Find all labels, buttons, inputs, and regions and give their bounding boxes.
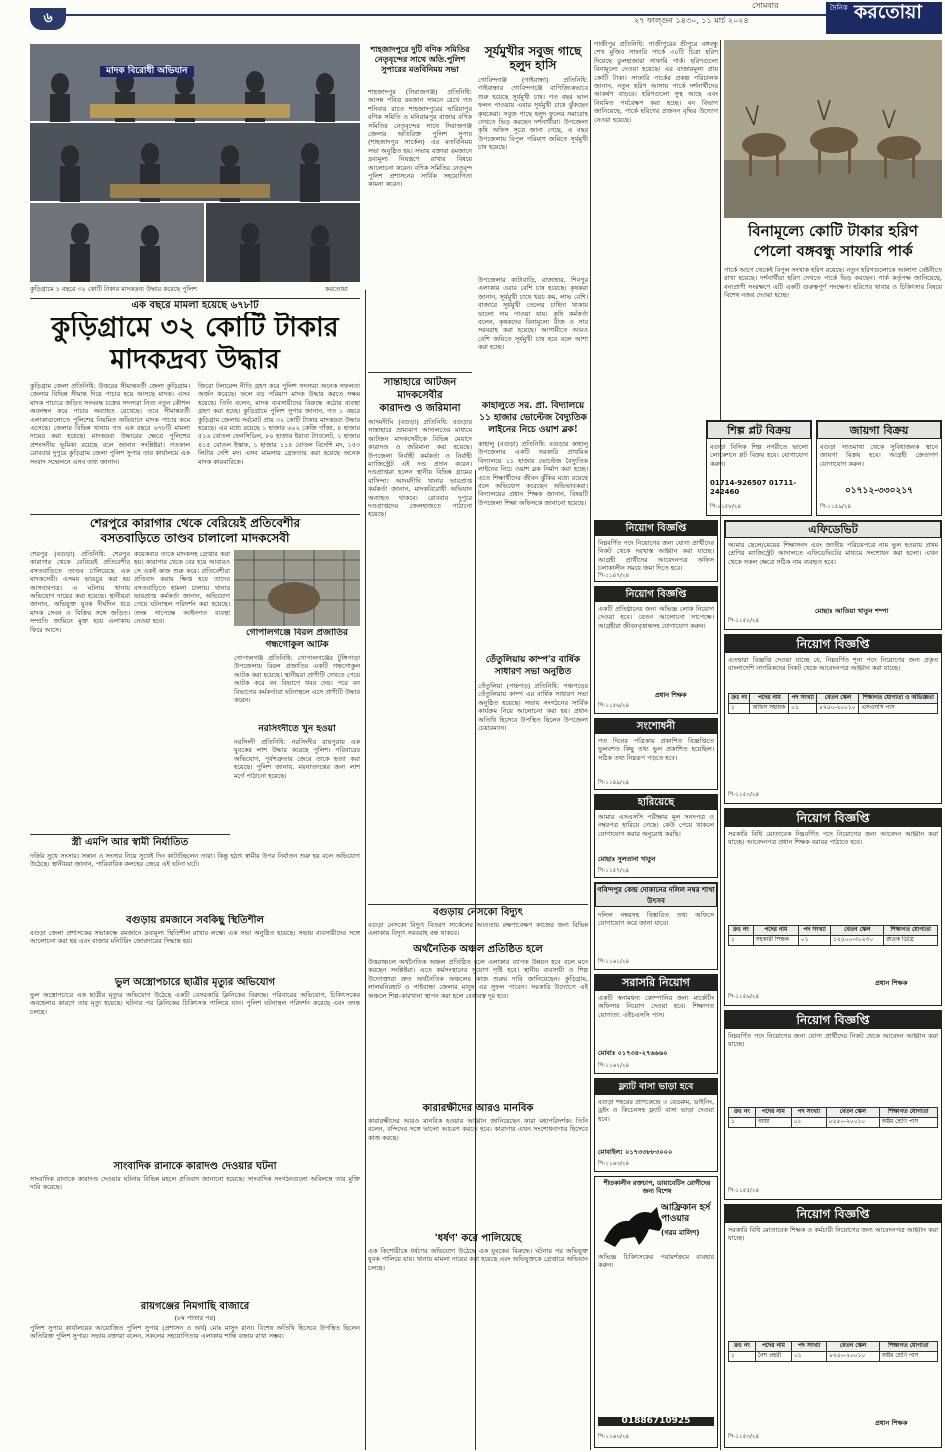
table-cell: সহকারী শিক্ষক [753, 936, 798, 946]
page-number: ৬ [43, 10, 53, 26]
table-header-row [729, 694, 938, 704]
lead-photo-caption: কুড়িগ্রামে ১ বছরে ৩২ কোটি টাকার মাদকদ্রব্য উদ্ধার করেছে পুলিশ [30, 285, 197, 293]
masthead-paper-small: দৈনিক [830, 4, 848, 12]
ad-correction-body: গত দিনের পত্রিকায় প্রকাশিত বিজ্ঞপ্তিতে ভুলবশত কিছু তথ্য ভুল প্রকাশিত হয়েছিল। সঠিক তথ্য নিম্নরূপ পড়তে হবে। [598, 737, 714, 762]
table-header: পদের নাম [750, 694, 789, 704]
ad-appointment-4-title: নিয়োগ বিজ্ঞপ্তি [725, 809, 941, 827]
ad-gobindpur [594, 882, 718, 970]
ad-appointment-6-body: সরকারি বিধি মোতাবেক শিক্ষক ও কর্মচারী নিয়োগের জন্য আবেদনপত্র আহ্বান করা যাচ্ছে। [728, 1226, 938, 1243]
ad-shilpa-phone: 01714-926507 01711-242460 [710, 479, 797, 496]
masthead-paper-name: করতোয়া [854, 1, 922, 23]
ad-flat-ref: পি-১১৬৩/২৪ [598, 1161, 630, 1167]
lead-headline-line1: কুড়িগ্রামে ৩২ কোটি টাকার [51, 312, 339, 343]
story-rule [30, 834, 230, 835]
table-header: শিক্ষাগত যোগ্যতা ও অভিজ্ঞতা [859, 694, 938, 704]
table-header: ক্রঃ নং [729, 694, 750, 704]
shahjadpur-body: শাহজাদপুর (সিরাজগঞ্জ) প্রতিনিধি: আসন্ন পবিত্র রমজান সামনে রেখে গত শনিবার রাতে শাহজাদপুরের দ্বারিয়াপুর বণিক সমিতি ও মনিরামপুর বাজার বণিক সমিতির নেতৃবৃন্দের সাথে সিরাজগঞ্জ জেলার অতিরিক্ত পুলিশ সুপার (শাহজাদপুর সার্কেল) এর মতবিনিময় সভা অনুষ্ঠিত হয়। সভায় বক্তারা রমজানে দ্রব্যমূল্য নিয়ন্ত্রণে রাখার বিষয়ে আলোচনা করেন। বণিক সমিতির নেতৃবৃন্দ পুলিশ প্রশাসনের সার্বিক সহযোগিতা কামনা করেন। [368, 88, 472, 189]
table-header: বেতন স্কেল [827, 1342, 879, 1352]
santahar-body: আদমদীঘি (বগুড়া) প্রতিনিধি: বগুড়ার সান্তাহারে ভ্রাম্যমাণ আদালতের মাধ্যমে আটজন মাদকসেবীকে বিভিন্ন মেয়াদে কারাদণ্ড ও জরিমানা করা হয়েছে। উপজেলা নির্বাহী কর্মকর্তা ও নির্বাহী ম্যাজিস্ট্রেট এই দণ্ড প্রদান করেন। দণ্ডপ্রাপ্তরা হলেন স্থানীয় বিভিন্ন গ্রামের বাসিন্দা। আদমদীঘি থানার ভারপ্রাপ্ত কর্মকর্তা জানান, মাদকবিরোধী অভিযান অব্যাহত থাকবে। রোববার দুপুরে দণ্ডপ্রাপ্তদের জেলহাজতে পাঠানো হয়েছে। [368, 418, 472, 519]
table-header-row [729, 926, 938, 936]
bogura-electric-body: বগুড়া নেসকো বিদ্যুৎ বিতরণ সার্কেলের আওতায় রক্ষণাবেক্ষণ কাজের জন্য বিভিন্ন এলাকায় বিদ্যুৎ সরবরাহ বন্ধ থাকবে। [368, 921, 588, 938]
sujanagar-headline: সুজানগরে আইনশৃংখলাপুর [291, 830, 303, 831]
bird-headline-line1: গোপালগঞ্জে বিরল প্রজাতির [246, 628, 348, 638]
ad-land-body: বগুড়া সাতমাথা থেকে সুবিধাজনক স্থানে জায়গা বিক্রয় হবে। আগ্রহী ক্রেতাগণ যোগাযোগ করুন। [820, 443, 938, 468]
table-row [729, 704, 938, 714]
sujanagar-body [238, 1441, 239, 1442]
bird-photo-graphic [234, 550, 360, 626]
lead-body-left: কুড়িগ্রাম জেলা প্রতিনিধি: উত্তরের সীমান্তবর্তী জেলা কুড়িগ্রাম। জেলার বিভিন্ন সীমান্ত দিয়ে পাচার হয়ে আসছে মাদক। এসব মাদক পাচারে জড়িত সংঘবদ্ধ চক্রের সদস্যরা নিত্য নতুন কৌশল অবলম্বন করে পাচার অব্যাহত রেখেছে। তবে সীমান্তবর্তী এলাকাগুলোতে পুলিশের নিয়মিত অভিযানে মাদক পাচার কমে এসেছে। জেলার বিভিন্ন থানায় গত এক বছরে ৬৭৮টি মামলা দায়ের করা হয়েছে। মাদকদ্রব্য উদ্ধারের ক্ষেত্রে পুলিশের প্রশংসনীয় ভূমিকা রয়েছে বলে জানান সংশ্লিষ্টরা। গতকাল রোববার দুপুরে কুড়িগ্রাম জেলা পুলিশ সুপার তার কার্যালয়ে এক সংবাদ সম্মেলনে এসব তথ্য জানান। [30, 382, 190, 466]
ad-lost [594, 794, 718, 878]
ad-lost-title: হারিয়েছে [595, 795, 717, 810]
table-header: পদের নাম [753, 926, 798, 936]
ad-appointment-2-title: নিয়োগ বিজ্ঞপ্তি [595, 587, 717, 602]
deer-body-right: পার্কে আগে থেকেই বিপুল সংখ্যক হরিণ রয়েছে। নতুন হরিণগুলোকে আলাদা বেষ্টনীতে রাখা হয়েছে। দর্শনার্থীরা হরিণ দেখতে পার্কে ভিড় করছেন। পার্ক কর্তৃপক্ষ জানিয়েছে, বন্যপ্রাণী সংরক্ষণে এটি একটি গুরুত্বপূর্ণ পদক্ষেপ। হরিণের খাবার ও চিকিৎসার বিষয়ে বিশেষ নজর দেওয়া হচ্ছে। [724, 266, 942, 300]
table-cell: ৮২৫০-২০০১০ [826, 1118, 879, 1128]
deer-headline-line2: পেলো বঙ্গবন্ধু সাফারি পার্ক [753, 242, 913, 260]
ad-gobindpur-body: দলিল নম্বরসহ বিস্তারিত তথ্য অফিসে যোগাযোগ করে জানা যাবে। [598, 911, 714, 928]
ad-appointment-1-ref: পি-১১৪৭/২৪ [598, 573, 630, 579]
ad-appointment-2-sign: প্রধান শিক্ষক [655, 691, 687, 699]
table-row [729, 1352, 938, 1362]
santahar-headline-line2: মাদকসেবীর [397, 390, 443, 401]
ad-appointment-3-title: নিয়োগ বিজ্ঞপ্তি [725, 635, 941, 653]
santahar-headline-line3: কারাদণ্ড ও জরিমানা [379, 403, 461, 414]
ad-horse-power [594, 1176, 718, 1448]
table-header: পদের নাম [755, 1108, 791, 1118]
ad-flat-phone: মোবাইল: ০১৭৩৩৮৮৩০০০ [598, 1148, 673, 1156]
table-header: পদ সংখ্যা [798, 926, 830, 936]
ad-appointment-5-ref: পি-১১৫৫/২৪ [728, 1188, 760, 1194]
table-header: ক্রঃ নং [729, 926, 754, 936]
ad-appointment-4-sign: প্রধান শিক্ষক [875, 979, 908, 987]
table-cell: ০১ [789, 704, 817, 714]
table-cell: ১ [729, 1118, 756, 1128]
table-header: পদ সংখ্যা [792, 1342, 827, 1352]
ad-horse-ref: পি-১১৬০/২৪ [598, 1434, 630, 1440]
table-cell: অষ্টম শ্রেণি পাস [879, 1352, 937, 1362]
table-cell: অফিস সহায়ক [750, 704, 789, 714]
column-rule [365, 290, 366, 1450]
ad-affidavit-sign: মোছাঃ আতিয়া খাতুন শম্পা [815, 607, 889, 615]
table-cell: আয়া [755, 1118, 791, 1128]
horse-icon [599, 1201, 669, 1251]
ad-appointment-3-ref: পি-১১৫০/২৪ [728, 792, 760, 798]
ad-horse-title-top: শীতকালীন রক্তচাপ, ডায়াবেটিস রোগীদের জন্য বিশেষ [603, 1179, 711, 1195]
shahjadpur-headline: শাহজাদপুরে দুটি বণিক সমিতির নেতৃবৃন্দের সাথে অতি.পুলিশ সুপারের মতবিনিময় সভা [370, 44, 470, 74]
deer-body-left: গাজীপুর প্রতিনিধি: গাজীপুরের শ্রীপুরে বঙ্গবন্ধু শেখ মুজিব সাফারি পার্কে ৩০টি চিত্রা হরিণ দিয়েছে ডুলহাজারা সাফারি পার্ক। হরিণগুলো বিনামূল্যে দেওয়া হয়েছে। এর বাজারমূল্য প্রায় কোটি টাকা। সাফারি পার্কের প্রকল্প পরিচালক জানান, নতুন হরিণ আসায় পার্কে দর্শনার্থীদের আকর্ষণ বাড়বে। হরিণগুলো সুস্থ আছে এবং নিয়মিত পর্যবেক্ষণ করা হচ্ছে। বন বিভাগ জানিয়েছে, পার্কে হরিণের প্রজনন বৃদ্ধির উদ্যোগ নেওয়া হয়েছে। [594, 40, 718, 124]
rayganj-headline: রায়গঞ্জের নিমগাছি বাজারে [140, 1301, 250, 1312]
ad-horse-title: আফ্রিকান হর্স পাওয়ার [661, 1203, 711, 1224]
prison-headline: কারারক্ষীদের আরও মানবিক [422, 1103, 534, 1114]
bird-body: গোপালগঞ্জ প্রতিনিধি: গোপালগঞ্জের টুঙ্গিপাড়া উপজেলায় বিরল প্রজাতির একটি গন্ধগোকুল আটক করা হয়েছে। স্থানীয়রা প্রাণীটি দেখতে পেয়ে আটক করে বন বিভাগে খবর দেয়। পরে বন বিভাগের কর্মকর্তারা ঘটনাস্থলে এসে প্রাণীটি উদ্ধার করেন। [234, 654, 360, 705]
column-rule [720, 40, 721, 1450]
ad-appointment-2 [594, 586, 718, 714]
appointment-3-table [728, 693, 938, 714]
ad-shilpa-body: বগুড়া বিসিক শিল্প নগরীতে ভালো লোকেশনে প্লট বিক্রয় হবে। যোগাযোগ করুন। [710, 443, 808, 468]
ad-appointment-6-sign: প্রধান শিক্ষক [875, 1419, 908, 1427]
masthead-logo [826, 2, 942, 34]
table-cell: ১ [729, 704, 750, 714]
table-cell: ৮২৫০-২০০১০ [817, 704, 859, 714]
electric-headline-line2: ১১ হাজার ভোল্টেজ বৈদ্যুতিক [479, 413, 587, 423]
ad-horse-phone: 01886710925 [598, 1417, 714, 1426]
ad-correction [594, 718, 718, 790]
tetulia-body: তেঁতুলিয়া (পঞ্চগড়) প্রতিনিধি: পঞ্চগড়ের তেঁতুলিয়ায় কাম্প এর বার্ষিক সাধারণ সভা অনুষ্ঠিত হয়েছে। সভায় সংগঠনের সার্বিক কার্যক্রম নিয়ে আলোচনা করা হয়। প্রধান অতিথি হিসেবে উপস্থিত ছিলেন উপজেলা চেয়ারম্যান। [478, 682, 588, 733]
woman-body: দর্জির সুখে সংসার। সন্তান ও সংসার নিয়ে সুখেই দিন কাটাচ্ছিলেন তারা। কিন্তু হঠাৎ স্বামীর উপর নির্যাতন শুরু হয় বলে অভিযোগ উঠেছে। স্থানীয়রা জানান, পারিবারিক কলহের জেরে এই ঘটনা ঘটে। [30, 852, 360, 869]
appointment-5-table [728, 1107, 938, 1128]
table-cell: ১২৫০০-৩০২৩০ [831, 936, 884, 946]
table-cell: নৈশ প্রহরী [755, 1352, 791, 1362]
ad-appointment-6-ref: পি-১১৫৩/২৪ [728, 1434, 760, 1440]
table-header: বেতন স্কেল [817, 694, 859, 704]
deer-photo [724, 40, 942, 218]
ramadan-headline: বগুড়ায় রমজানে সবকিছু স্থিতিশীল [126, 915, 264, 926]
student-body: ভুল অস্ত্রোপচারে এক ছাত্রীর মৃত্যুর অভিযোগ উঠেছে একটি বেসরকারি ক্লিনিকের বিরুদ্ধে। পরিবারের অভিযোগ, চিকিৎসকের অবহেলার কারণে তার মৃত্যু হয়েছে। ঘটনার পর ক্লিনিকের চিকিৎসক পালিয়ে যান। পুলিশ ঘটনাস্থল পরিদর্শন করেছে এবং তদন্ত চলছে। [30, 991, 360, 1016]
ad-land-phone: ০১৭১২-৩৩০২১৭ [844, 486, 914, 496]
santahar-headline-line1: সান্তাহারে আটজন [383, 377, 457, 388]
sunflower-headline: সূর্যমুখীর সবুজ গাছে হলুদ হাসি [484, 44, 582, 72]
ad-direct-ref: পি-১১৬২/২৪ [598, 1063, 630, 1069]
ad-appointment-4 [724, 808, 942, 1006]
bird-photo [234, 550, 360, 626]
sherpur-headline-line1: শেরপুরে কারাগার থেকে বেরিয়েই প্রতিবেশীর [89, 516, 301, 530]
prison-body: কারারক্ষীদের আরও মানবিক হওয়ার আহ্বান জানিয়েছেন কারা মহাপরিদর্শক। তিনি বলেন, বন্দিদের সঙ্গে ভালো আচরণ করতে হবে। কারাগার এখন সংশোধনাগার হিসেবে কাজ করছে। [368, 1117, 588, 1142]
ad-appointment-3 [724, 634, 942, 804]
deer-photo-graphic [724, 40, 942, 218]
story-rule [30, 514, 360, 515]
narsingdi-headline: নরসিংদীতে খুন হওয়া [258, 724, 336, 734]
table-row [729, 936, 938, 946]
table-cell: ০১ [798, 936, 830, 946]
deer-headline-line1: বিনামূল্যে কোটি টাকার হরিণ [748, 222, 918, 240]
lead-photo-credit: করতোয়া [325, 285, 348, 293]
ramadan-body: বগুড়া জেলা প্রশাসকের সভাকক্ষে রমজানে দ্রব্যমূল্য স্থিতিশীল রাখার লক্ষ্যে এক সভা অনুষ্ঠিত হয়েছে। সভায় ব্যবসায়ীদের সঙ্গে আলোচনা করা হয় এবং বাজার মনিটরিং জোরদারের সিদ্ধান্ত হয়। [30, 929, 360, 946]
bird-headline-line2: গন্ধগোকুল আটক [265, 640, 329, 650]
lead-body-right: জিরো টলারেন্স নীতি গ্রহণ করে পুলিশ সদস্যরা অনেক সফলতা অর্জন করেছে। ফলে বড় পরিমাণ মাদক উদ্ধার করতে সক্ষম হয়েছে। তিনি বলেন, মাদক ব্যবসায়ীদের বিরুদ্ধে কঠোর ব্যবস্থা গ্রহণ করা হচ্ছে। কুড়িগ্রামে পুলিশ সুপার জানান, গত ১ বছরে কুড়িগ্রাম জেলায় সর্বমোট প্রায় ৩২ কোটি টাকার মাদকদ্রব্য উদ্ধার হয়েছে। এর মধ্যে রয়েছে ১ হাজার ৬২২ কেজি গাঁজা, ৪ হাজার ৫১৬ বোতল ফেনসিডিল, ৮০ হাজার ইয়াবা ট্যাবলেট, ১ হাজার ৪১৫ বোতল ইস্কাফ, ১ হাজার ১১৪ বোতল বিদেশি মদ, ১৫৩ লিটার দেশি মদ। এসব মামলায় গ্রেফতার করা হয়েছে অনেক মাদক কারবারিকে। [198, 382, 360, 466]
ad-appointment-5-body: নিম্নবর্ণিত পদে নিয়োগের জন্য যোগ্য প্রার্থীদের নিকট থেকে আবেদন আহ্বান করা যাচ্ছে। [728, 1032, 938, 1049]
ad-horse-body: অভিজ্ঞ চিকিৎসকের পরামর্শক্রমে ব্যবহার করুন। [598, 1253, 714, 1270]
story-rule [368, 372, 472, 373]
ad-shilpa-title: শিল্প প্লট বিক্রয় [707, 421, 811, 439]
masthead-date: ২৭ ফাল্গুন ১৪৩০, ১১ মার্চ ২০২৪ [634, 16, 749, 25]
ad-appointment-4-body: সরকারি বিধি মোতাবেক নিম্নবর্ণিত পদে নিয়োগের জন্য আবেদন আহ্বান করা যাচ্ছে। আবেদনপত্র প্রধান শিক্ষক বরাবর পাঠাতে হবে। [728, 830, 938, 847]
table-cell: ০১ [791, 1118, 826, 1128]
table-header-row [729, 1342, 938, 1352]
tetulia-headline-line1: তেঁতুলিয়ায় কাম্প'র বার্ষিক [485, 655, 581, 665]
journalist-body: সাংবাদিক রানাকে কারাদণ্ড দেওয়ার ঘটনায় বিভিন্ন মহলে প্রতিবাদ জানানো হয়েছে। সাংবাদিক সংগঠনগুলো অবিলম্বে তার মুক্তি দাবি করেছে। [30, 1175, 360, 1192]
table-header: পদ সংখ্যা [789, 694, 817, 704]
economy-body: উত্তরাঞ্চলে অর্থনৈতিক অঞ্চল প্রতিষ্ঠিত হলে এলাকার ব্যাপক উন্নয়ন হবে বলে মনে করছেন সংশ্লিষ্টরা। এতে কর্মসংস্থানের সুযোগ সৃষ্টি হবে। স্থানীয় ব্যবসায়ী ও শিল্প উদ্যোক্তারা দ্রুত অর্থনৈতিক অঞ্চলের কাজ শুরুর দাবি জানিয়েছেন। কুড়িগ্রাম, লালমনিরহাট ও গাইবান্ধা জেলার মানুষ এর সুফল পাবেন। সরকারি উদ্যোগে এই অঞ্চলে শিল্প-কারখানা স্থাপন করা হলে বেকারত্ব দূর হবে। [368, 958, 588, 1000]
table-cell: এসএসসি পাস [859, 704, 938, 714]
rape-body: এক কিশোরীকে ধর্ষণের অভিযোগ উঠেছে এক যুবকের বিরুদ্ধে। ঘটনার পর অভিযুক্ত যুবক পালিয়ে যায়। থানায় মামলা দায়ের করা হয়েছে এবং অভিযুক্তকে গ্রেপ্তারে অভিযান চলছে। [368, 1247, 588, 1272]
lead-photo-banner: মাদক বিরোধী অভিযান [100, 66, 194, 77]
ad-flat-rent [594, 1078, 718, 1172]
table-cell: ১ [729, 1352, 756, 1362]
ad-lost-sign: মোছাঃ সুলতানা খাতুন [598, 855, 656, 863]
rayganj-sub: (৮ম পাতার পর) [174, 1314, 216, 1322]
ad-direct-body: একটি স্বনামধন্য কোম্পানির জন্য মার্কেটিং অফিসার নিয়োগ দেওয়া হবে। শিক্ষাগত যোগ্যতা: এইচএসসি পাস। [598, 994, 714, 1019]
ad-affidavit-ref: পি-১১৫২/২৪ [728, 618, 760, 624]
table-header: বেতন স্কেল [826, 1108, 879, 1118]
ad-flat-title: ফ্ল্যাট বাসা ভাড়া হবে [595, 1079, 717, 1095]
table-header: শিক্ষাগত যোগ্যতা [884, 926, 938, 936]
bogura-electric-headline: বগুড়ায় নেসকো বিদ্যুৎ [433, 907, 523, 918]
lead-kicker: এক বছরে মামলা হয়েছে ৬৭৮টি [131, 300, 259, 311]
ad-appointment-5 [724, 1010, 942, 1200]
ad-appointment-1-title: নিয়োগ বিজ্ঞপ্তি [595, 521, 717, 536]
sherpur-body-right: কয়েকবার তাকে মাদকসহ গ্রেপ্তার করা হয়। কারাগার থেকে বের হয়ে আবারও সে একই কাজ শুরু করে। প্রতিবেশীরা প্রতিবাদ করায় ক্ষিপ্ত হয়ে তাদের বসতবাড়িতে হামলা চালায়। থানার ভারপ্রাপ্ত কর্মকর্তা জানান, অভিযোগ পেয়ে ঘটনাস্থল পরিদর্শন করা হয়েছে। তদন্ত সাপেক্ষে আইনগত ব্যবস্থা নেওয়া হবে। [134, 550, 230, 626]
ad-appointment-6 [724, 1204, 942, 1448]
table-cell: ১ [729, 936, 754, 946]
appointment-6-table [728, 1341, 938, 1362]
student-headline: ভুল অস্ত্রোপচারে ছাত্রীর মৃত্যুর অভিযোগ [114, 977, 276, 988]
sherpur-headline-line2: বসতবাড়িতে তাণ্ডব চালালো মাদকসেবী [100, 531, 290, 545]
ad-lost-ref: পি-১১৫৭/২৪ [598, 868, 630, 874]
table-header: পদ সংখ্যা [791, 1108, 826, 1118]
journalist-headline: সাংবাদিক রানাকে কারাদণ্ড দেওয়ার ঘটনা [113, 1161, 277, 1172]
ad-appointment-3-body: এতদ্বারা বিজ্ঞপ্তি দেওয়া যাচ্ছে যে, নিম্নবর্ণিত শূন্য পদে নিয়োগের জন্য প্রকৃত বাংলাদেশি নাগরিকদের নিকট থেকে আবেদনপত্র আহ্বান করা যাচ্ছে। [728, 656, 938, 673]
ad-gobindpur-ref: পি-১১৬১/২৪ [598, 959, 630, 965]
ad-direct-title: সরাসরি নিয়োগ [595, 975, 717, 991]
masthead-day: সোমবার [752, 1, 779, 10]
narsingdi-body: নরসিংদী প্রতিনিধি: নরসিংদীর রায়পুরায় এক যুবকের লাশ উদ্ধার করেছে পুলিশ। পরিবারের অভিযোগ, পূর্বশত্রুতার জেরে তাকে হত্যা করা হয়েছে। পুলিশ জানায়, ময়নাতদন্তের জন্য লাশ মর্গে পাঠানো হয়েছে। [234, 738, 360, 780]
ad-correction-title: সংশোধনী [595, 719, 717, 734]
ad-appointment-1 [594, 520, 718, 582]
rayganj-body: পুলিশ সুপার কার্যালয়ের আয়োজিত পুলিশ সুপার (প্রশাসন ও অর্থ) মোঃ মাসুদ রানা। বিশেষ অতিথি হিসেবে উপস্থিত ছিলেন অতিরিক্ত পুলিশ সুপার। সভায় বক্তারা বলেন, সকলের সহযোগিতায় এলাকায় শান্তি বজায় রাখা সম্ভব। [30, 1324, 360, 1341]
lead-headline-line2: মাদকদ্রব্য উদ্ধার [110, 344, 280, 375]
sunflower-body-right: উপজেলার কাটাবাড়ি, রাজাহার, শিবপুর এলাকায় এবার বেশি চাষ হয়েছে। কৃষকরা জানান, সূর্যমুখী চাষে খরচ কম, লাভ বেশি। বাজারে সূর্যমুখী তেলের চাহিদা থাকায় ভালো দাম পাওয়া যায়। কৃষি কর্মকর্তা বলেন, কৃষকদের বিনামূল্যে বীজ ও সার সরবরাহ করা হয়েছে। আগামীতে আরও বেশি জমিতে সূর্যমুখী চাষ হবে বলে আশা করা হচ্ছে। [478, 276, 588, 352]
table-header: শিক্ষাগত যোগ্যতা [879, 1342, 937, 1352]
ad-land-ref: পি-১১৫৯/২৪ [820, 504, 852, 510]
masthead [0, 0, 945, 36]
ad-affidavit-title: এফিডেভিট [725, 521, 941, 538]
lead-kicker-rule [30, 298, 360, 299]
ad-horse-sub: (গরম মালিশ) [661, 1229, 700, 1237]
ad-shilpa-ref: পি-১১৫৮/২৪ [710, 504, 742, 510]
lead-photo-graphic [30, 44, 360, 282]
ad-land-title: জায়গা বিক্রয় [817, 421, 941, 439]
table-header: শিক্ষাগত যোগ্যতা [879, 1108, 937, 1118]
rape-headline: 'ধর্ষণ' করে পালিয়েছে [434, 1233, 522, 1244]
ad-appointment-4-ref: পি-১১৫৬/২৪ [728, 994, 760, 1000]
table-header: বেতন স্কেল [831, 926, 884, 936]
table-cell: অষ্টম শ্রেণি পাস [879, 1118, 937, 1128]
ad-land-sale [816, 420, 942, 516]
electric-headline-line3: লাইনের নিচে ওয়াশ ব্লক! [488, 425, 578, 435]
page-number-badge [30, 8, 66, 30]
electric-headline-line1: কাহালুতে সর. প্রা. বিদ্যালয়ে [481, 401, 585, 411]
ad-appointment-5-title: নিয়োগ বিজ্ঞপ্তি [725, 1011, 941, 1029]
ad-affidavit [724, 520, 942, 630]
ad-appointment-2-ref: পি-১১৫৬/২৪ [598, 703, 630, 709]
woman-headline: স্ত্রী এমপি আর স্বামী নির্যাতিত [71, 837, 189, 848]
column-rule [590, 40, 591, 1450]
ad-direct-recruitment [594, 974, 718, 1074]
table-header: ক্রঃ নং [729, 1108, 756, 1118]
ad-affidavit-body: আমার ছেলে/মেয়ের শিক্ষাসনদ এবং জাতীয় পরিচয়পত্রে নাম ভুল হওয়ায় প্রথম শ্রেণির ম্যাজিস্ট্রেট আদালতে এফিডেভিটের মাধ্যমে সংশোধন করা হলো। এখন থেকে সকল ক্ষেত্রে সঠিক নাম ব্যবহৃত হবে। [728, 541, 938, 566]
ad-gobindpur-title: গবিন্দপুর কেন্দ্র দোকানের দলিল নম্বর শাখা উৎসব [595, 883, 717, 907]
ad-appointment-1-body: নিম্নবর্ণিত পদে নিয়োগের জন্য যোগ্য প্রার্থীদের নিকট থেকে দরখাস্ত আহ্বান করা যাচ্ছে। আগ্রহী প্রার্থীদের আবেদনপত্র অফিস চলাকালীন সময়ে জমা দিতে হবে। [598, 539, 714, 571]
table-row [729, 1118, 938, 1128]
madaripur-body [234, 1441, 235, 1442]
ad-lost-body: আমার এসএসসি পরীক্ষার মূল সনদপত্র ও নম্বরপত্র হারিয়ে গেছে। কেউ পেয়ে থাকলে যোগাযোগ করার অনুরোধ করছি। [598, 813, 714, 838]
table-header: ক্রঃ নং [729, 1342, 756, 1352]
ad-correction-ref: পি-১১৪৯/২৪ [598, 780, 630, 786]
table-cell: ০১ [792, 1352, 827, 1362]
tetulia-headline-line2: সাধারণ সভা অনুষ্ঠিত [494, 667, 572, 677]
lead-photo [30, 44, 360, 282]
ad-flat-body: বগুড়া শহরের প্রাণকেন্দ্রে ৩ বেডরুম, ডাইনিং, ড্রইং ও কিচেনসহ ফ্ল্যাট বাসা ভাড়া দেওয়া হবে। [598, 1098, 714, 1123]
story-rule [368, 904, 588, 905]
table-cell: ৮২৫০-২০০১০ [827, 1352, 879, 1362]
sherpur-body-left: শেরপুর (বগুড়া) প্রতিনিধি: শেরপুর কারাগার থেকে বেরিয়েই প্রতিবেশীর বসতবাড়িতে তাণ্ডব চালিয়েছে এক মাদকসেবী। এসময় ভাঙচুর করা হয় আসবাবপত্র। এ ঘটনায় থানায় অভিযোগ দায়ের করা হয়েছে। স্থানীয়রা জানান, অভিযুক্ত যুবক দীর্ঘদিন ধরে মাদক সেবন ও বিক্রির সঙ্গে জড়িত। সম্প্রতি জামিনে মুক্ত হয়ে এলাকায় ফিরে আসে। [30, 550, 130, 634]
appointment-4-table [728, 925, 938, 946]
ad-appointment-6-title: নিয়োগ বিজ্ঞপ্তি [725, 1205, 941, 1223]
table-cell: স্নাতক ডিগ্রি [884, 936, 938, 946]
ad-direct-phone: মোবাঃ ০১৭৩৪-২৭৬৬৬০ [598, 1049, 668, 1057]
table-header-row [729, 1108, 938, 1118]
table-header: পদের নাম [755, 1342, 791, 1352]
economy-headline: অর্থনৈতিক অঞ্চল প্রতিষ্ঠিত হলে [413, 944, 543, 955]
ad-appointment-2-body: একটি প্রতিষ্ঠানের জন্য অভিজ্ঞ লোক নিয়োগ দেওয়া হবে। বেতন আলোচনা সাপেক্ষে। আগ্রহীরা জীবনবৃত্তান্তসহ যোগাযোগ করুন। [598, 605, 714, 630]
sunflower-body-left: গোবিন্দগঞ্জ (গাইবান্ধা) প্রতিনিধি: গাইবান্ধার গোবিন্দগঞ্জে বাণিজ্যিকভাবে শুরু হয়েছে সূর্যমুখী চাষ। গত বছর ভাল ফলন পাওয়ায় এবার সূর্যমুখী চাষে ঝুঁকছেন কৃষকেরা। সবুজ গাছে হলুদ ফুলের সমারোহ দেখতে ভিড় করছেন দর্শনার্থীরা। উপজেলা কৃষি অফিস সূত্রে জানা গেছে, এ বছর উপজেলায় বিপুল পরিমাণ জমিতে সূর্যমুখী চাষ হয়েছে। [478, 76, 588, 152]
parbatipur-body [236, 1441, 237, 1442]
ad-shilpa-plot [706, 420, 812, 516]
electric-body: কাহালু (বগুড়া) প্রতিনিধি: বগুড়ার কাহালু উপজেলার একটি সরকারি প্রাথমিক বিদ্যালয়ে ১১ হাজার ভোল্টেজ বৈদ্যুতিক লাইনের নিচে ওয়াশ ব্লক নির্মাণ করা হচ্ছে। এতে শিক্ষার্থীদের জীবন ঝুঁকির মধ্যে রয়েছে বলে অভিযোগ করেছেন অভিভাবকরা। বিদ্যালয়ের প্রধান শিক্ষক জানান, বিষয়টি উপজেলা শিক্ষা অফিসকে জানানো হয়েছে। [478, 440, 588, 507]
